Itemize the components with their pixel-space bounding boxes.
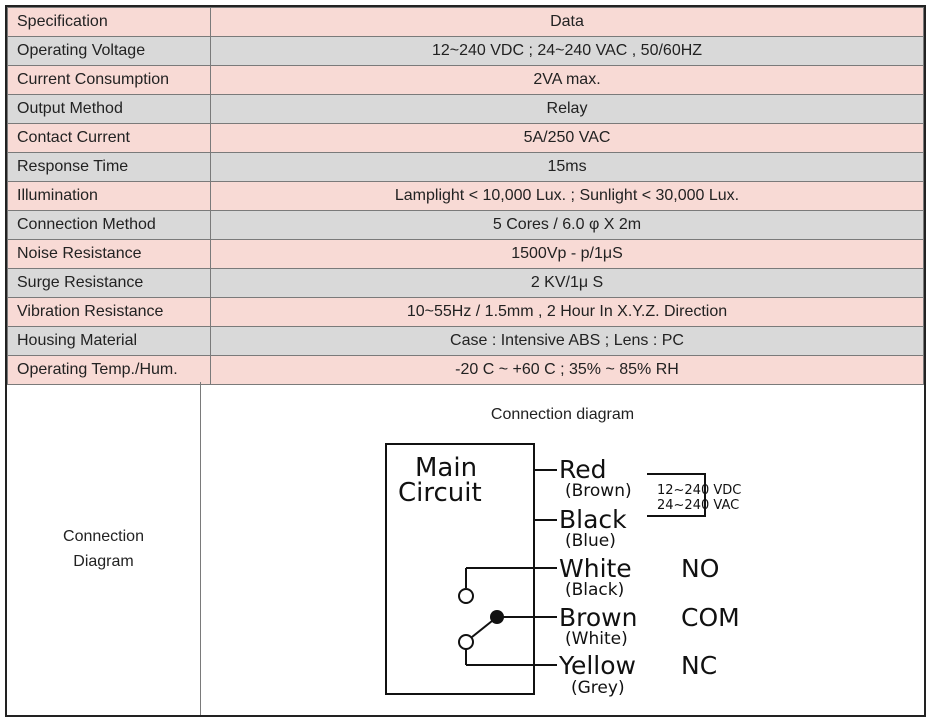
spec-value: -20 C ~ +60 C ; 35% ~ 85% RH: [211, 356, 924, 385]
wiring-diagram: [201, 382, 924, 715]
connection-diagram-cell: [201, 382, 924, 715]
table-row: [8, 211, 924, 240]
wire-black-label: Black: [559, 505, 627, 534]
wire-yellow-sub: (Grey): [571, 678, 625, 698]
contact-no-label: NO: [681, 554, 720, 583]
spec-key: Response Time: [8, 153, 211, 182]
main-circuit-label-1: Main: [415, 453, 478, 483]
spec-sheet: [5, 5, 926, 717]
table-row: [8, 37, 924, 66]
relay-switch-arm: [472, 617, 497, 637]
nc-contact-terminal: [459, 635, 473, 649]
header-specification: Specification: [8, 8, 211, 37]
spec-key: Surge Resistance: [8, 269, 211, 298]
spec-value: Case : Intensive ABS ; Lens : PC: [211, 327, 924, 356]
main-circuit-label-2: Circuit: [398, 478, 482, 508]
table-row: [8, 269, 924, 298]
spec-table: [7, 7, 924, 385]
wire-brown-label: Brown: [559, 603, 638, 632]
table-row: [8, 182, 924, 211]
connection-label-line2: Diagram: [73, 553, 134, 570]
table-row: [8, 66, 924, 95]
wire-black-sub: (Blue): [565, 531, 616, 551]
no-contact-terminal: [459, 589, 473, 603]
spec-value: 10~55Hz / 1.5mm , 2 Hour In X.Y.Z. Direction: [211, 298, 924, 327]
contact-nc-label: NC: [681, 651, 718, 680]
diagram-title: Connection diagram: [490, 406, 635, 423]
spec-key: Illumination: [8, 182, 211, 211]
table-row: [8, 124, 924, 153]
wire-red-label: Red: [559, 455, 607, 484]
header-data: Data: [211, 8, 924, 37]
wire-white-sub: (Black): [565, 580, 625, 600]
spec-key: Current Consumption: [8, 66, 211, 95]
spec-key: Vibration Resistance: [8, 298, 211, 327]
wire-white-label: White: [559, 554, 632, 583]
supply-ac-label: 24~240 VAC: [657, 498, 740, 513]
table-row: [8, 240, 924, 269]
spec-key: Output Method: [8, 95, 211, 124]
table-row: [8, 298, 924, 327]
supply-dc-label: 12~240 VDC: [657, 483, 742, 498]
table-row: [8, 95, 924, 124]
spec-value: 5A/250 VAC: [211, 124, 924, 153]
spec-key: Operating Temp./Hum.: [8, 356, 211, 385]
spec-key: Housing Material: [8, 327, 211, 356]
table-header-row: [8, 8, 924, 37]
table-row: [8, 356, 924, 385]
connection-label-line1: Connection: [63, 528, 144, 545]
spec-value: Relay: [211, 95, 924, 124]
spec-value: 1500Vp - p/1μS: [211, 240, 924, 269]
spec-key: Operating Voltage: [8, 37, 211, 66]
table-row: [8, 153, 924, 182]
connection-diagram-label-cell: [7, 382, 201, 715]
connection-diagram-row: [7, 382, 924, 715]
wire-red-sub: (Brown): [565, 481, 632, 501]
spec-key: Connection Method: [8, 211, 211, 240]
wire-brown-sub: (White): [565, 629, 628, 649]
spec-value: 12~240 VDC ; 24~240 VAC , 50/60HZ: [211, 37, 924, 66]
spec-value: 2 KV/1μ S: [211, 269, 924, 298]
spec-value: 5 Cores / 6.0 φ X 2m: [211, 211, 924, 240]
spec-value: Lamplight < 10,000 Lux. ; Sunlight < 30,000 Lux.: [211, 182, 924, 211]
spec-key: Noise Resistance: [8, 240, 211, 269]
spec-value: 2VA max.: [211, 66, 924, 95]
spec-value: 15ms: [211, 153, 924, 182]
spec-key: Contact Current: [8, 124, 211, 153]
wire-yellow-label: Yellow: [559, 651, 636, 680]
table-row: [8, 327, 924, 356]
contact-com-label: COM: [681, 603, 740, 632]
